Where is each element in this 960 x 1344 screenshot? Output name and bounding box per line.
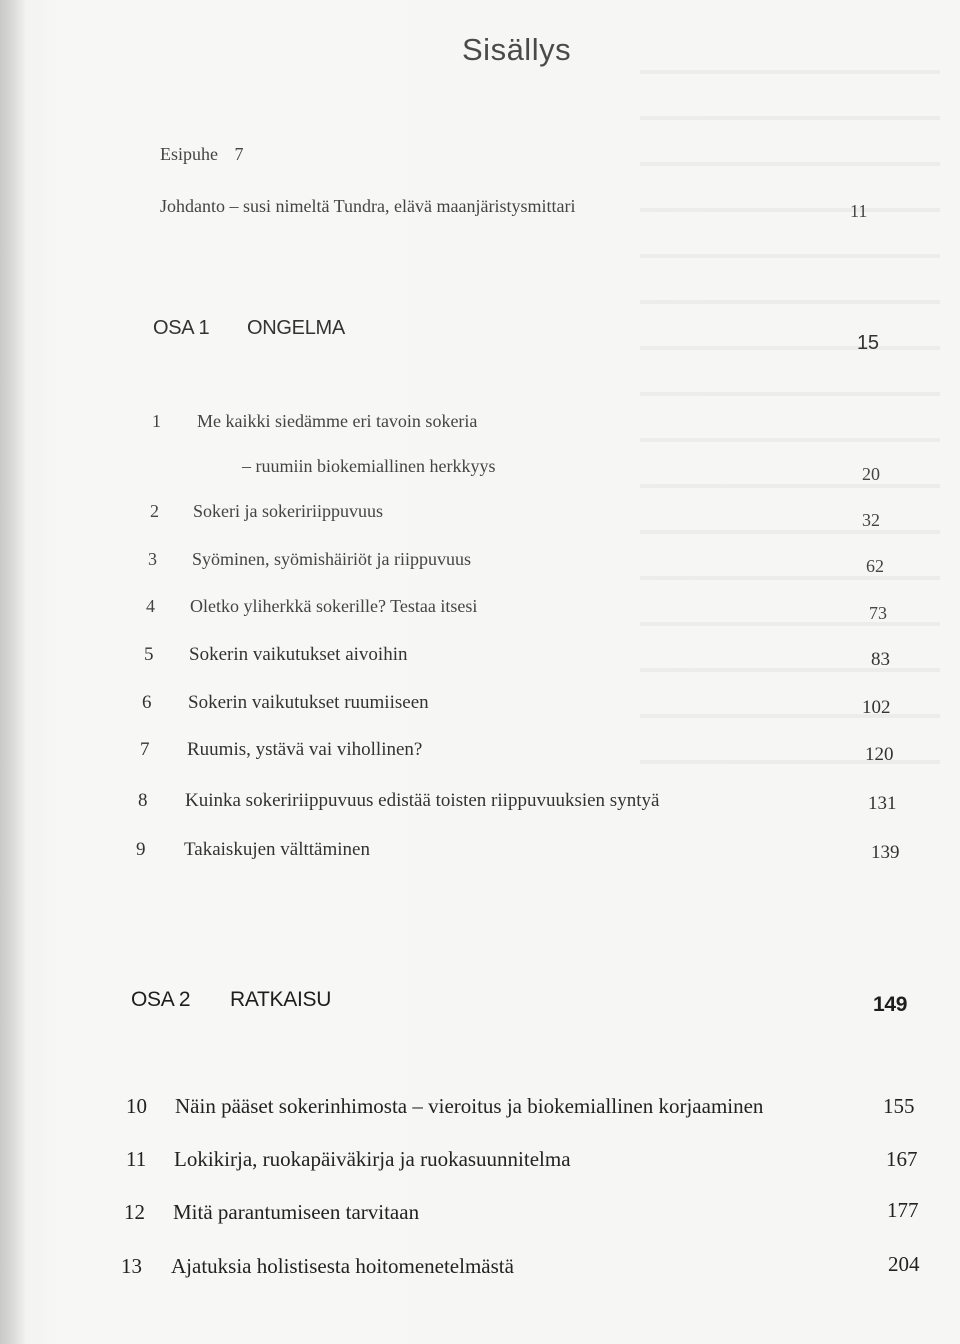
chapter-page: 62 [866, 556, 884, 576]
page-title: Sisällys [462, 32, 572, 67]
chapter-number: 4 [146, 596, 155, 616]
chapter-title: Kuinka sokeririippuvuus edistää toisten riippuvuuksien syntyä [185, 790, 660, 811]
chapter-number: 2 [150, 501, 159, 521]
chapter-number: 7 [140, 739, 150, 760]
chapter-title: Oletko yliherkkä sokerille? Testaa itsesi [190, 596, 478, 616]
chapter-page: 204 [888, 1252, 920, 1276]
chapter-page: 83 [871, 649, 890, 670]
entry-title: Esipuhe [160, 144, 218, 164]
chapter-title: Lokikirja, ruokapäiväkirja ja ruokasuunnitelma [174, 1147, 571, 1171]
chapter-title: Sokeri ja sokeririippuvuus [193, 501, 383, 521]
part-page: 149 [873, 993, 908, 1016]
chapter-title: Takaiskujen välttäminen [184, 839, 370, 860]
part-title: ONGELMA [247, 317, 345, 339]
chapter-subtitle: – ruumiin biokemiallinen herkkyys [242, 456, 496, 476]
toc-entry-esipuhe [160, 145, 244, 163]
chapter-number: 8 [138, 790, 148, 811]
chapter-number: 5 [144, 644, 154, 665]
chapter-page: 102 [862, 697, 891, 718]
chapter-title: Ajatuksia holistisesta hoitomenetelmästä [171, 1254, 514, 1278]
entry-title: Johdanto – susi nimeltä Tundra, elävä maanjäristysmittari [160, 196, 576, 216]
chapter-number: 3 [148, 549, 157, 569]
chapter-page: 131 [868, 793, 897, 814]
chapter-title: Mitä parantumiseen tarvitaan [173, 1200, 420, 1224]
entry-page: 11 [850, 201, 868, 221]
part-label: OSA 1 [153, 317, 210, 339]
chapter-title: Ruumis, ystävä vai vihollinen? [187, 739, 423, 760]
entry-page: 7 [234, 144, 244, 164]
chapter-number: 13 [121, 1254, 142, 1278]
part-title: RATKAISU [230, 988, 332, 1011]
chapter-page: 155 [883, 1094, 915, 1118]
chapter-number: 9 [136, 839, 146, 860]
chapter-title: Sokerin vaikutukset ruumiiseen [188, 692, 429, 713]
chapter-number: 12 [124, 1200, 145, 1224]
chapter-page: 167 [886, 1147, 918, 1171]
chapter-page: 139 [871, 842, 900, 863]
part-label: OSA 2 [131, 988, 191, 1011]
chapter-number: 1 [152, 411, 161, 431]
chapter-number: 10 [126, 1094, 147, 1118]
chapter-number: 6 [142, 692, 152, 713]
chapter-title: Syöminen, syömishäiriöt ja riippuvuus [192, 549, 471, 569]
chapter-title: Näin pääset sokerinhimosta – vieroitus ja biokemiallinen korjaaminen [175, 1094, 764, 1118]
chapter-page: 73 [869, 603, 887, 623]
chapter-number: 11 [126, 1147, 147, 1171]
chapter-page: 20 [862, 464, 880, 484]
part-page: 15 [857, 332, 879, 354]
chapter-page: 177 [887, 1198, 919, 1222]
show-through-text [640, 40, 940, 800]
chapter-page: 120 [865, 744, 894, 765]
chapter-title: Me kaikki siedämme eri tavoin sokeria [197, 411, 478, 431]
chapter-title: Sokerin vaikutukset aivoihin [189, 644, 408, 665]
chapter-page: 32 [862, 510, 880, 530]
